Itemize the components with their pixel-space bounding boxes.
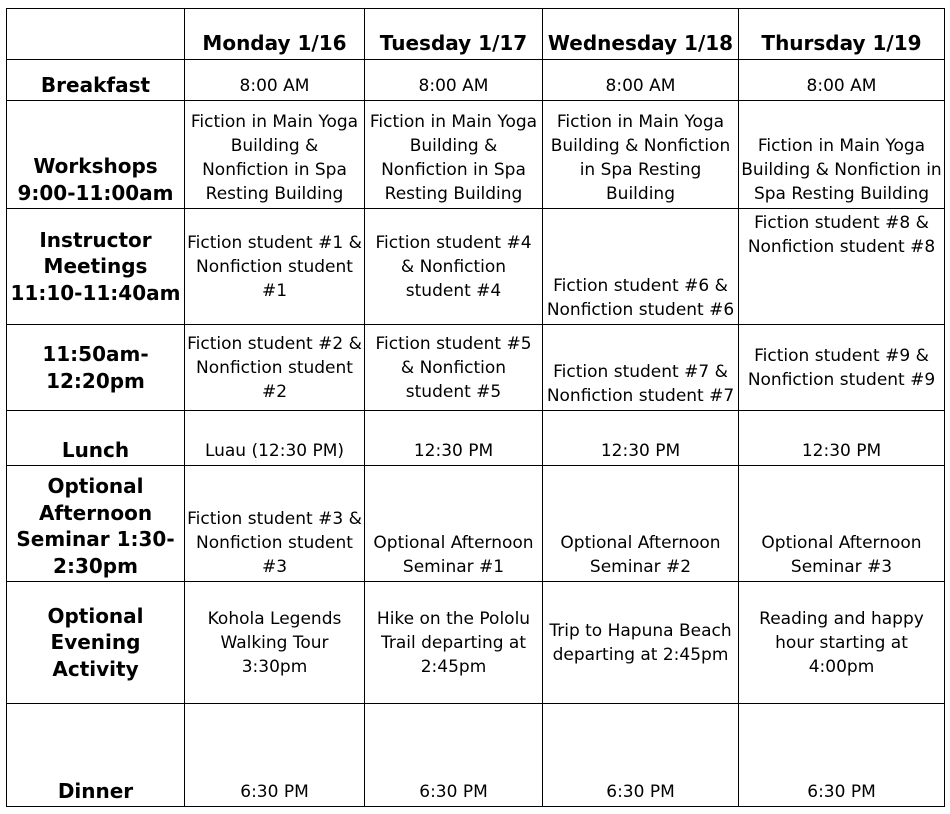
row-label-afternoon-seminar: Optional Afternoon Seminar 1:30-2:30pm <box>7 466 185 582</box>
day-header: Wednesday 1/18 <box>543 9 739 60</box>
row-instructor-meetings <box>7 209 945 325</box>
schedule-cell: 6:30 PM <box>185 704 365 807</box>
header-row <box>7 9 945 60</box>
schedule-cell: Luau (12:30 PM) <box>185 411 365 466</box>
schedule-cell: Fiction in Main Yoga Building & Nonfiction in Spa Resting Building <box>739 101 945 209</box>
schedule-cell: Fiction student #7 & Nonfiction student #7 <box>543 325 739 411</box>
row-workshops <box>7 101 945 209</box>
row-label-evening-activity: Optional Evening Activity <box>7 582 185 704</box>
row-lunch <box>7 411 945 466</box>
schedule-cell: 8:00 AM <box>543 60 739 101</box>
row-dinner <box>7 704 945 807</box>
schedule-cell: 12:30 PM <box>543 411 739 466</box>
schedule-cell: Optional Afternoon Seminar #1 <box>365 466 543 582</box>
row-label-breakfast: Breakfast <box>7 60 185 101</box>
row-evening-activity <box>7 582 945 704</box>
schedule-cell: Fiction in Main Yoga Building & Nonfiction in Spa Resting Building <box>365 101 543 209</box>
row-second-meetings <box>7 325 945 411</box>
schedule-cell: Fiction student #9 & Nonfiction student #9 <box>739 325 945 411</box>
row-label-instructor-meetings: Instructor Meetings 11:10-11:40am <box>7 209 185 325</box>
row-label-lunch: Lunch <box>7 411 185 466</box>
schedule-cell: Fiction in Main Yoga Building & Nonfiction in Spa Resting Building <box>185 101 365 209</box>
schedule-cell: Fiction student #5 & Nonfiction student #5 <box>365 325 543 411</box>
schedule-cell: Fiction in Main Yoga Building & Nonfiction in Spa Resting Building <box>543 101 739 209</box>
schedule-cell: Optional Afternoon Seminar #2 <box>543 466 739 582</box>
schedule-cell: Optional Afternoon Seminar #3 <box>739 466 945 582</box>
row-breakfast <box>7 60 945 101</box>
schedule-table <box>6 8 945 807</box>
schedule-cell: Fiction student #2 & Nonfiction student #2 <box>185 325 365 411</box>
day-header: Thursday 1/19 <box>739 9 945 60</box>
row-label-second-meetings: 11:50am-12:20pm <box>7 325 185 411</box>
schedule-cell: 6:30 PM <box>365 704 543 807</box>
schedule-cell: 6:30 PM <box>739 704 945 807</box>
schedule-cell: 8:00 AM <box>185 60 365 101</box>
schedule-cell: Reading and happy hour starting at 4:00pm <box>739 582 945 704</box>
schedule-cell: Fiction student #8 & Nonfiction student #8 <box>739 209 945 325</box>
corner-cell <box>7 9 185 60</box>
schedule-cell: Fiction student #3 & Nonfiction student #3 <box>185 466 365 582</box>
schedule-cell: 6:30 PM <box>543 704 739 807</box>
schedule-cell: 12:30 PM <box>365 411 543 466</box>
schedule-cell: Kohola Legends Walking Tour 3:30pm <box>185 582 365 704</box>
row-label-workshops: Workshops 9:00-11:00am <box>7 101 185 209</box>
schedule-cell: 8:00 AM <box>365 60 543 101</box>
schedule-cell: Fiction student #6 & Nonfiction student #6 <box>543 209 739 325</box>
schedule-cell: Trip to Hapuna Beach departing at 2:45pm <box>543 582 739 704</box>
day-header: Tuesday 1/17 <box>365 9 543 60</box>
schedule-cell: Hike on the Pololu Trail departing at 2:45pm <box>365 582 543 704</box>
schedule-cell: 8:00 AM <box>739 60 945 101</box>
day-header: Monday 1/16 <box>185 9 365 60</box>
schedule-cell: Fiction student #1 & Nonfiction student #1 <box>185 209 365 325</box>
row-afternoon-seminar <box>7 466 945 582</box>
row-label-dinner: Dinner <box>7 704 185 807</box>
schedule-cell: 12:30 PM <box>739 411 945 466</box>
schedule-cell: Fiction student #4 & Nonfiction student #4 <box>365 209 543 325</box>
